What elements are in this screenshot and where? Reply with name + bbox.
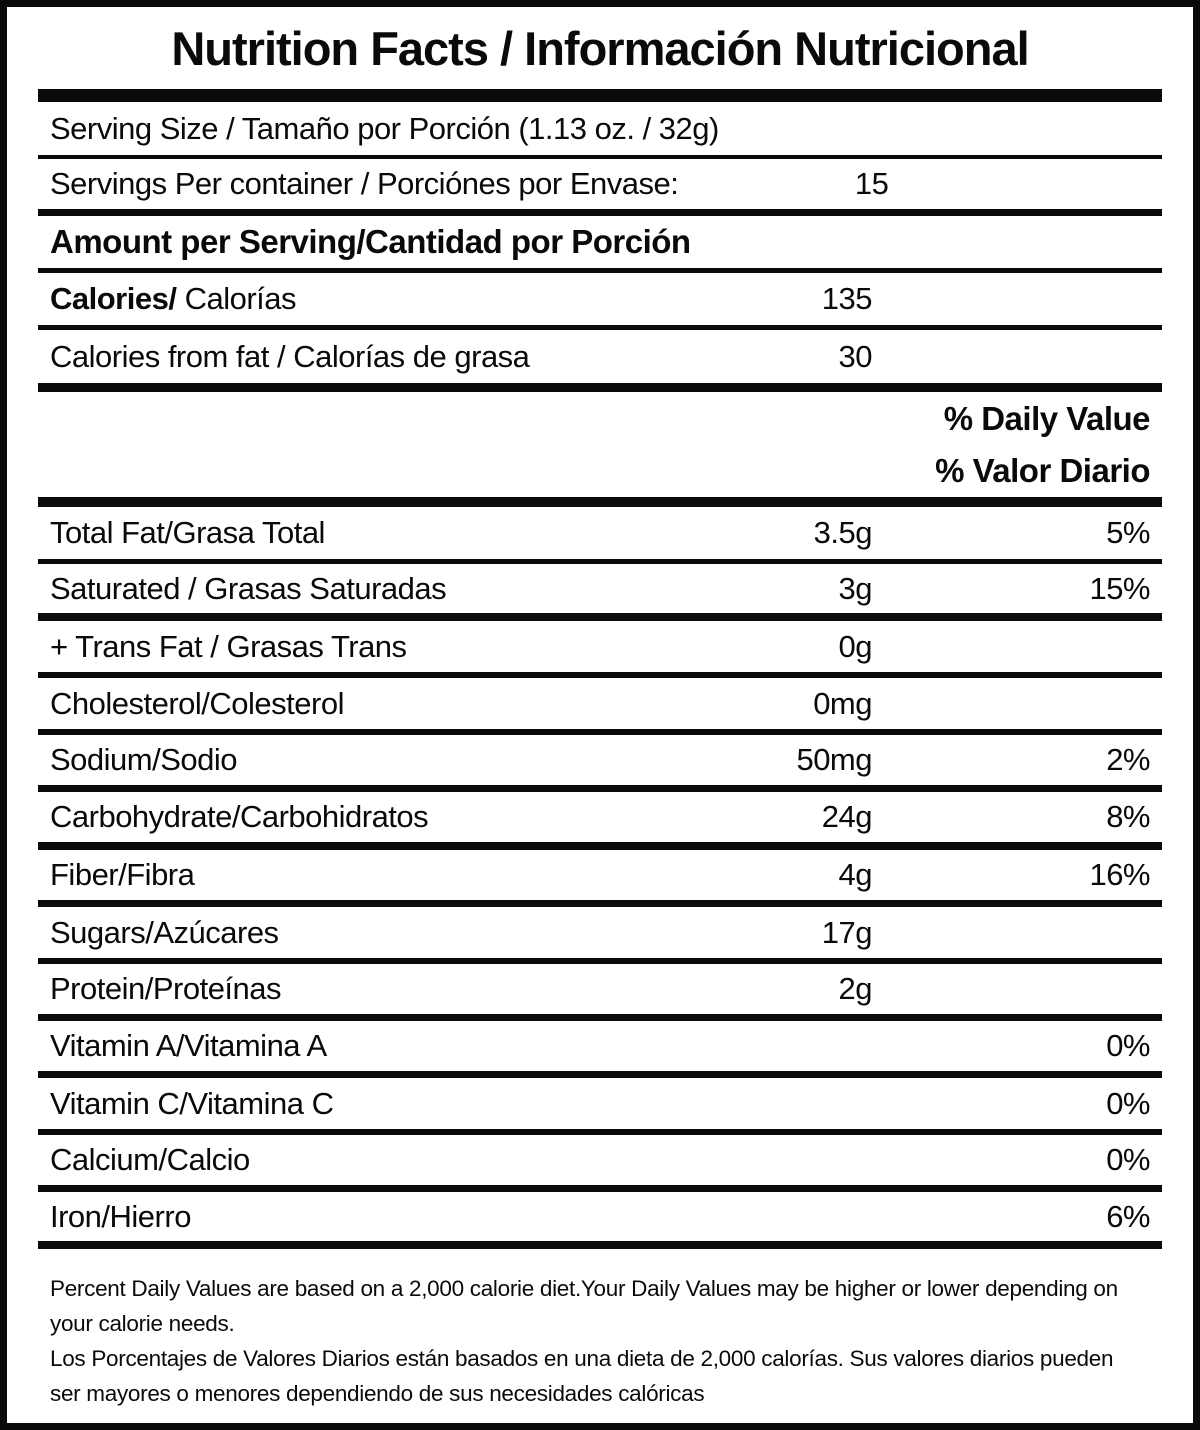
nutrient-label: Vitamin C/Vitamina C xyxy=(50,1085,334,1121)
nutrient-row-total-fat xyxy=(38,507,1162,564)
nutrient-row-cholesterol xyxy=(38,678,1162,735)
daily-value-header-en: % Daily Value xyxy=(943,399,1150,437)
nutrient-dv: 8% xyxy=(1106,799,1150,834)
calories-label xyxy=(38,281,662,317)
nutrient-amount: 17g xyxy=(821,914,872,950)
nutrient-row-sugars xyxy=(38,907,1162,964)
servings-per-container-label: Servings Per container / Porciónes por Envase: xyxy=(50,166,679,201)
nutrient-dv: 0% xyxy=(1106,1028,1150,1063)
nutrient-dv: 16% xyxy=(1089,857,1150,892)
nutrient-dv: 15% xyxy=(1089,570,1150,606)
nutrient-amount: 4g xyxy=(838,857,872,892)
nutrient-label: + Trans Fat / Grasas Trans xyxy=(50,628,407,664)
servings-per-container-value: 15 xyxy=(854,166,889,201)
nutrient-label: Saturated / Grasas Saturadas xyxy=(50,570,447,606)
calories-from-fat-row xyxy=(38,330,1162,392)
nutrient-amount: 0g xyxy=(838,628,872,664)
calories-value: 135 xyxy=(821,281,872,316)
nutrient-amount: 2g xyxy=(838,971,872,1006)
calories-label-regular: Calorías xyxy=(176,281,296,316)
nutrient-row-sodium xyxy=(38,735,1162,792)
nutrient-label: Sodium/Sodio xyxy=(50,742,238,777)
footnote-es: Los Porcentajes de Valores Diarios están basados en una dieta de 2,000 calorías. Sus valores diarios pueden ser mayores o menores dependiendo de sus necesidades calóricas xyxy=(50,1346,1114,1406)
footnote xyxy=(38,1249,1162,1411)
amount-per-serving-header-row xyxy=(38,216,1162,273)
label-title: Nutrition Facts / Información Nutricional xyxy=(38,7,1162,102)
calories-row xyxy=(38,273,1162,330)
nutrient-amount: 50mg xyxy=(796,742,872,777)
amount-per-serving-header: Amount per Serving/Cantidad por Porción xyxy=(50,223,691,260)
nutrient-dv: 2% xyxy=(1106,742,1150,777)
nutrient-row-carbohydrate xyxy=(38,792,1162,850)
nutrient-row-fiber xyxy=(38,850,1162,907)
nutrient-amount: 3.5g xyxy=(813,515,872,550)
footnote-en: Percent Daily Values are based on a 2,000 calorie diet.Your Daily Values may be higher or lower depending on your calorie needs. xyxy=(50,1276,1118,1336)
daily-value-header-es: % Valor Diario xyxy=(935,451,1150,489)
nutrient-row-vitamin-a xyxy=(38,1021,1162,1078)
nutrient-amount: 0mg xyxy=(813,685,872,721)
nutrient-amount: 3g xyxy=(838,570,872,606)
nutrient-dv: 5% xyxy=(1106,515,1150,550)
nutrient-row-iron xyxy=(38,1192,1162,1249)
nutrient-label: Cholesterol/Colesterol xyxy=(50,685,344,721)
nutrient-label: Vitamin A/Vitamina A xyxy=(50,1028,327,1063)
servings-per-container-row xyxy=(38,159,1162,216)
nutrient-label: Total Fat/Grasa Total xyxy=(50,515,325,550)
calories-from-fat-value: 30 xyxy=(838,338,872,374)
nutrient-label: Sugars/Azúcares xyxy=(50,914,279,950)
nutrient-dv: 0% xyxy=(1106,1142,1150,1177)
nutrient-label: Protein/Proteínas xyxy=(50,971,282,1006)
calories-from-fat-label: Calories from fat / Calorías de grasa xyxy=(50,338,530,374)
nutrient-dv: 6% xyxy=(1106,1198,1150,1234)
nutrient-row-saturated-fat xyxy=(38,564,1162,621)
nutrient-label: Fiber/Fibra xyxy=(50,857,195,892)
nutrient-dv: 0% xyxy=(1106,1085,1150,1121)
nutrient-amount: 24g xyxy=(821,799,872,834)
serving-size-row xyxy=(38,102,1162,159)
serving-size-label: Serving Size / Tamaño por Porción (1.13 oz. / 32g) xyxy=(50,110,719,146)
nutrient-row-calcium xyxy=(38,1135,1162,1192)
nutrient-label: Carbohydrate/Carbohidratos xyxy=(50,799,429,834)
calories-label-bold: Calories/ xyxy=(50,281,177,316)
nutrient-label: Iron/Hierro xyxy=(50,1198,191,1234)
nutrient-row-protein xyxy=(38,964,1162,1021)
nutrient-row-trans-fat xyxy=(38,621,1162,678)
nutrient-label: Calcium/Calcio xyxy=(50,1142,250,1177)
nutrient-row-vitamin-c xyxy=(38,1078,1162,1135)
daily-value-header xyxy=(38,392,1162,507)
